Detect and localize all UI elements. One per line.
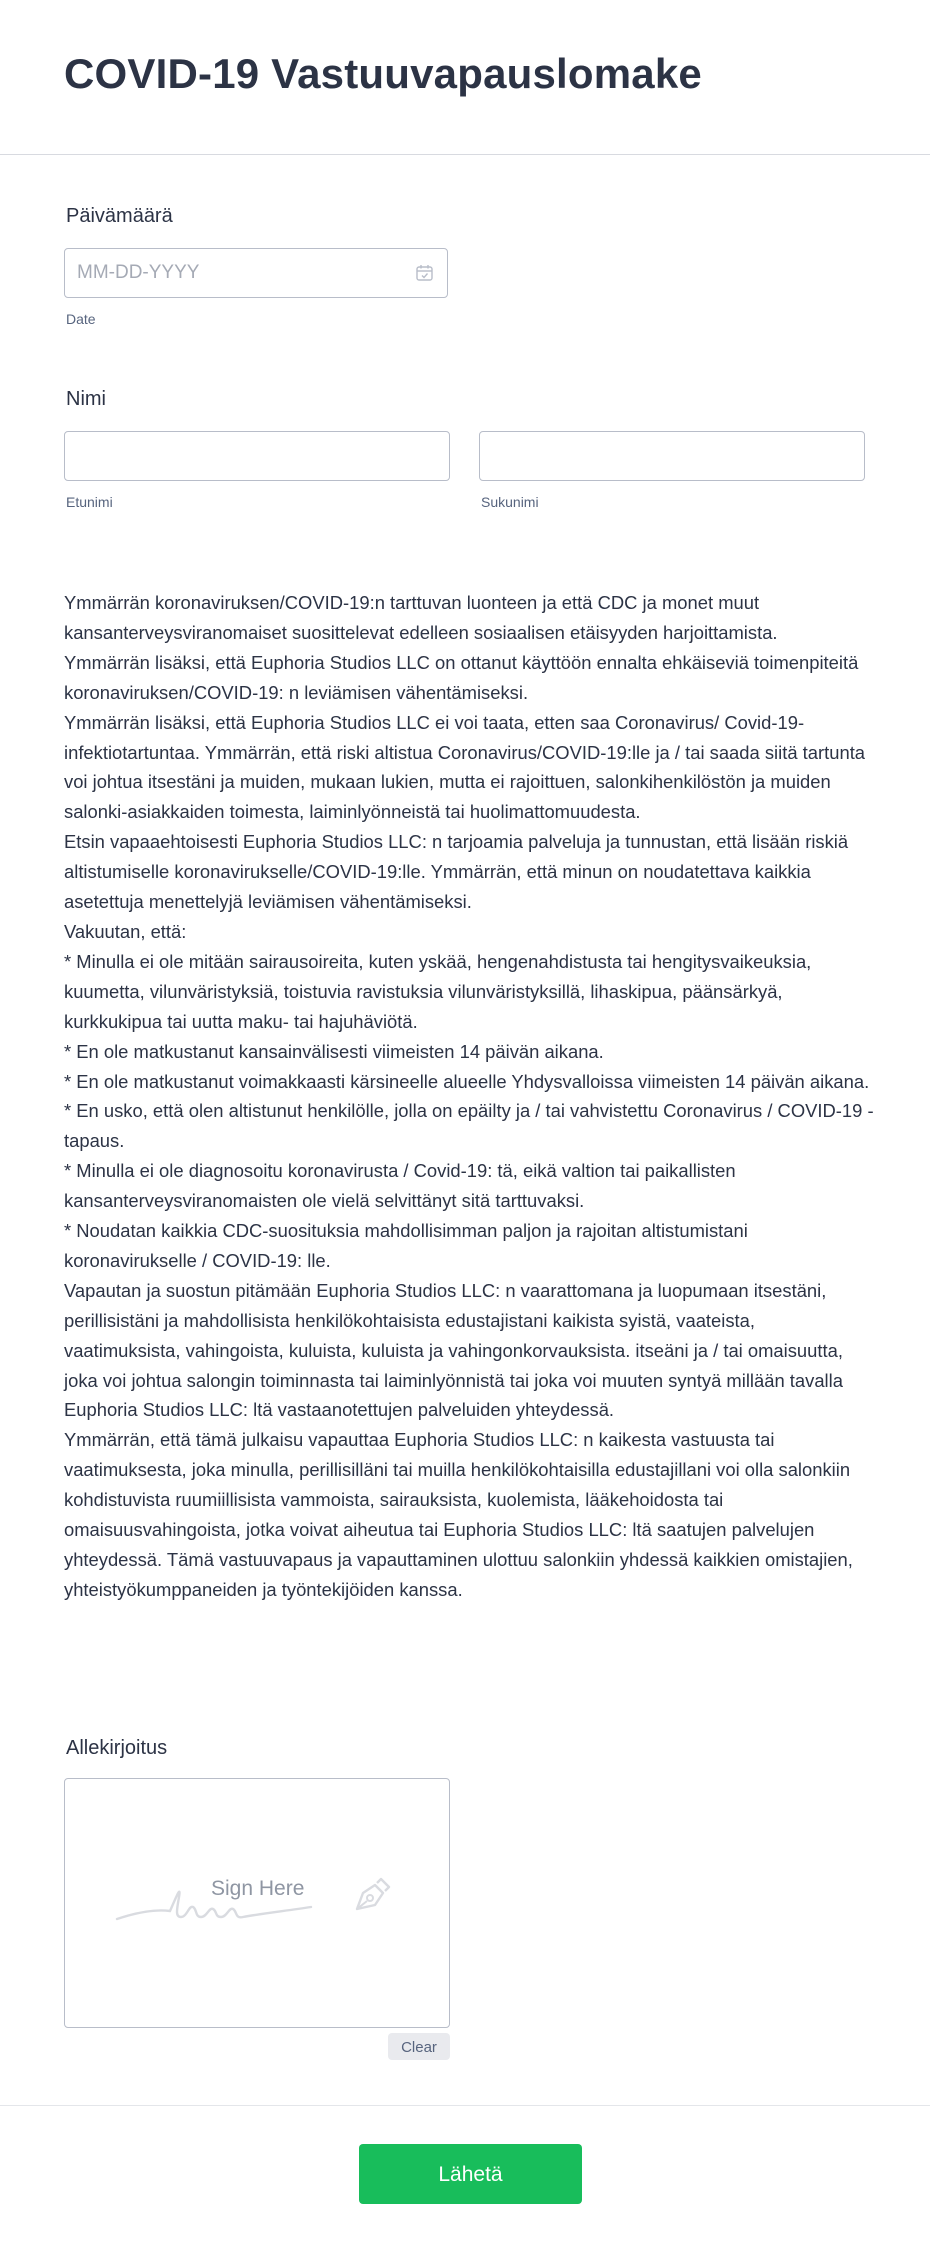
date-input-wrapper: [64, 248, 448, 298]
signature-placeholder: Sign Here: [211, 1877, 305, 1900]
consent-paragraph: Ymmärrän koronaviruksen/COVID-19:n tarttuvan luonteen ja että CDC ja monet muut kansanterveysviranomaiset suosittelevat edelleen sosiaalisen etäisyyden harjoittamista.: [64, 592, 778, 643]
date-label: Päivämäärä: [66, 205, 173, 227]
last-name-input[interactable]: [480, 432, 864, 480]
calendar-icon[interactable]: [415, 263, 435, 283]
consent-paragraph: Ymmärrän lisäksi, että Euphoria Studios LLC on ottanut käyttöön ennalta ehkäiseviä toimenpiteitä koronaviruksen/COVID-19: n leviämisen vähentämiseksi.: [64, 651, 859, 703]
first-name-sublabel: Etunimi: [66, 494, 113, 510]
consent-paragraph: Etsin vapaaehtoisesti Euphoria Studios LLC: n tarjoamia palveluja ja tunnustan, että lisään riskiä altistumiselle koronavirukselle/COVID-19:lle. Ymmärrän, että minun on noudatettava kaikkia asetettuja menettelyjä leviämisen vähentämiseksi.: [64, 831, 849, 913]
consent-paragraph: * Noudatan kaikkia CDC-suosituksia mahdollisimman paljon ja rajoitan altistumistani koronavirukselle / COVID-19: lle.: [64, 1220, 748, 1271]
consent-paragraph: Vakuutan, että:: [64, 920, 187, 942]
date-sublabel: Date: [66, 311, 96, 327]
first-name-wrapper: [64, 431, 450, 481]
footer-divider: [0, 2105, 930, 2106]
submit-button[interactable]: Lähetä: [359, 2144, 582, 2204]
consent-paragraph: Ymmärrän, että tämä julkaisu vapauttaa Euphoria Studios LLC: n kaikesta vastuusta tai vaatimuksesta, joka minulla, perillisilläni tai muilla henkilökohtaisilla edustajillani voi olla salonkiin kohdistuvista ruumiillisista vammoista, sairauksista, kuolemista, lääkehoidosta tai omaisuusvahingoista, jotka voivat aiheutua tai Euphoria Studios LLC: ltä saatujen palvelujen yhteydessä. Tämä vastuuvapaus ja vapauttaminen ulottuu salonkiin yhdessä kaikkien omistajien, yhteistyökumppaneiden ja työntekijöiden kanssa.: [64, 1429, 853, 1600]
consent-paragraph: * En ole matkustanut kansainvälisesti viimeisten 14 päivän aikana.: [64, 1040, 604, 1062]
signature-scribble-icon: [115, 1867, 355, 1937]
consent-paragraph: * En usko, että olen altistunut henkilölle, jolla on epäilty ja / tai vahvistettu Coronavirus / COVID-19 -tapaus.: [64, 1100, 874, 1152]
last-name-sublabel: Sukunimi: [481, 494, 539, 510]
form-header: [0, 0, 930, 155]
clear-signature-button[interactable]: Clear: [388, 2033, 450, 2060]
consent-paragraph: * En ole matkustanut voimakkaasti kärsineelle alueelle Yhdysvalloissa viimeisten 14 päivän aikana.: [64, 1070, 870, 1092]
first-name-input[interactable]: [65, 432, 449, 480]
name-label: Nimi: [66, 388, 106, 410]
consent-paragraph: * Minulla ei ole mitään sairausoireita, kuten yskää, hengenahdistusta tai hengitysvaikeuksia, kuumetta, vilunväristyksiä, toistuvia ravistuksia vilunväristyksillä, lihaskipua, päänsärkyä, kurkkukipua tai uutta maku- tai hajuhäviötä.: [64, 950, 812, 1032]
signature-label: Allekirjoitus: [66, 1737, 168, 1759]
consent-paragraph: Vapautan ja suostun pitämään Euphoria Studios LLC: n vaarattomana ja luopumaan itsestäni, perillisistäni ja mahdollisista henkilökohtaisista edustajistani kaikista syistä, vaateista, vaatimuksista, vahingoista, kuluista, kuluista ja vahingonkorvauksista. itseäni ja / tai omaisuutta, joka voi johtua salongin toiminnasta tai laiminlyönnistä tai joka voi muuten syntyä millään tavalla Euphoria Studios LLC: ltä vastaanotettujen palveluiden yhteydessä.: [64, 1279, 843, 1421]
consent-text: [64, 588, 874, 1605]
signature-pad[interactable]: [64, 1778, 450, 2028]
last-name-wrapper: [479, 431, 865, 481]
form-title: COVID-19 Vastuuvapauslomake: [64, 50, 702, 97]
consent-paragraph: * Minulla ei ole diagnosoitu koronavirusta / Covid-19: tä, eikä valtion tai paikallisten kansanterveysviranomaisten ole vielä selvittänyt sitä tarttuvaksi.: [64, 1160, 736, 1212]
pen-nib-icon: [349, 1873, 393, 1917]
date-input[interactable]: [65, 249, 447, 297]
consent-paragraph: Ymmärrän lisäksi, että Euphoria Studios LLC ei voi taata, etten saa Coronavirus/ Covid-19-infektiotartuntaa. Ymmärrän, että riski altistua Coronavirus/COVID-19:lle ja / tai saada siitä tartunta voi johtua itsestäni ja muiden, mukaan lukien, mutta ei rajoittuen, salonkihenkilöstön ja muiden salonki-asiakkaiden toimesta, laiminlyönneistä tai huolimattomuudesta.: [64, 711, 866, 823]
